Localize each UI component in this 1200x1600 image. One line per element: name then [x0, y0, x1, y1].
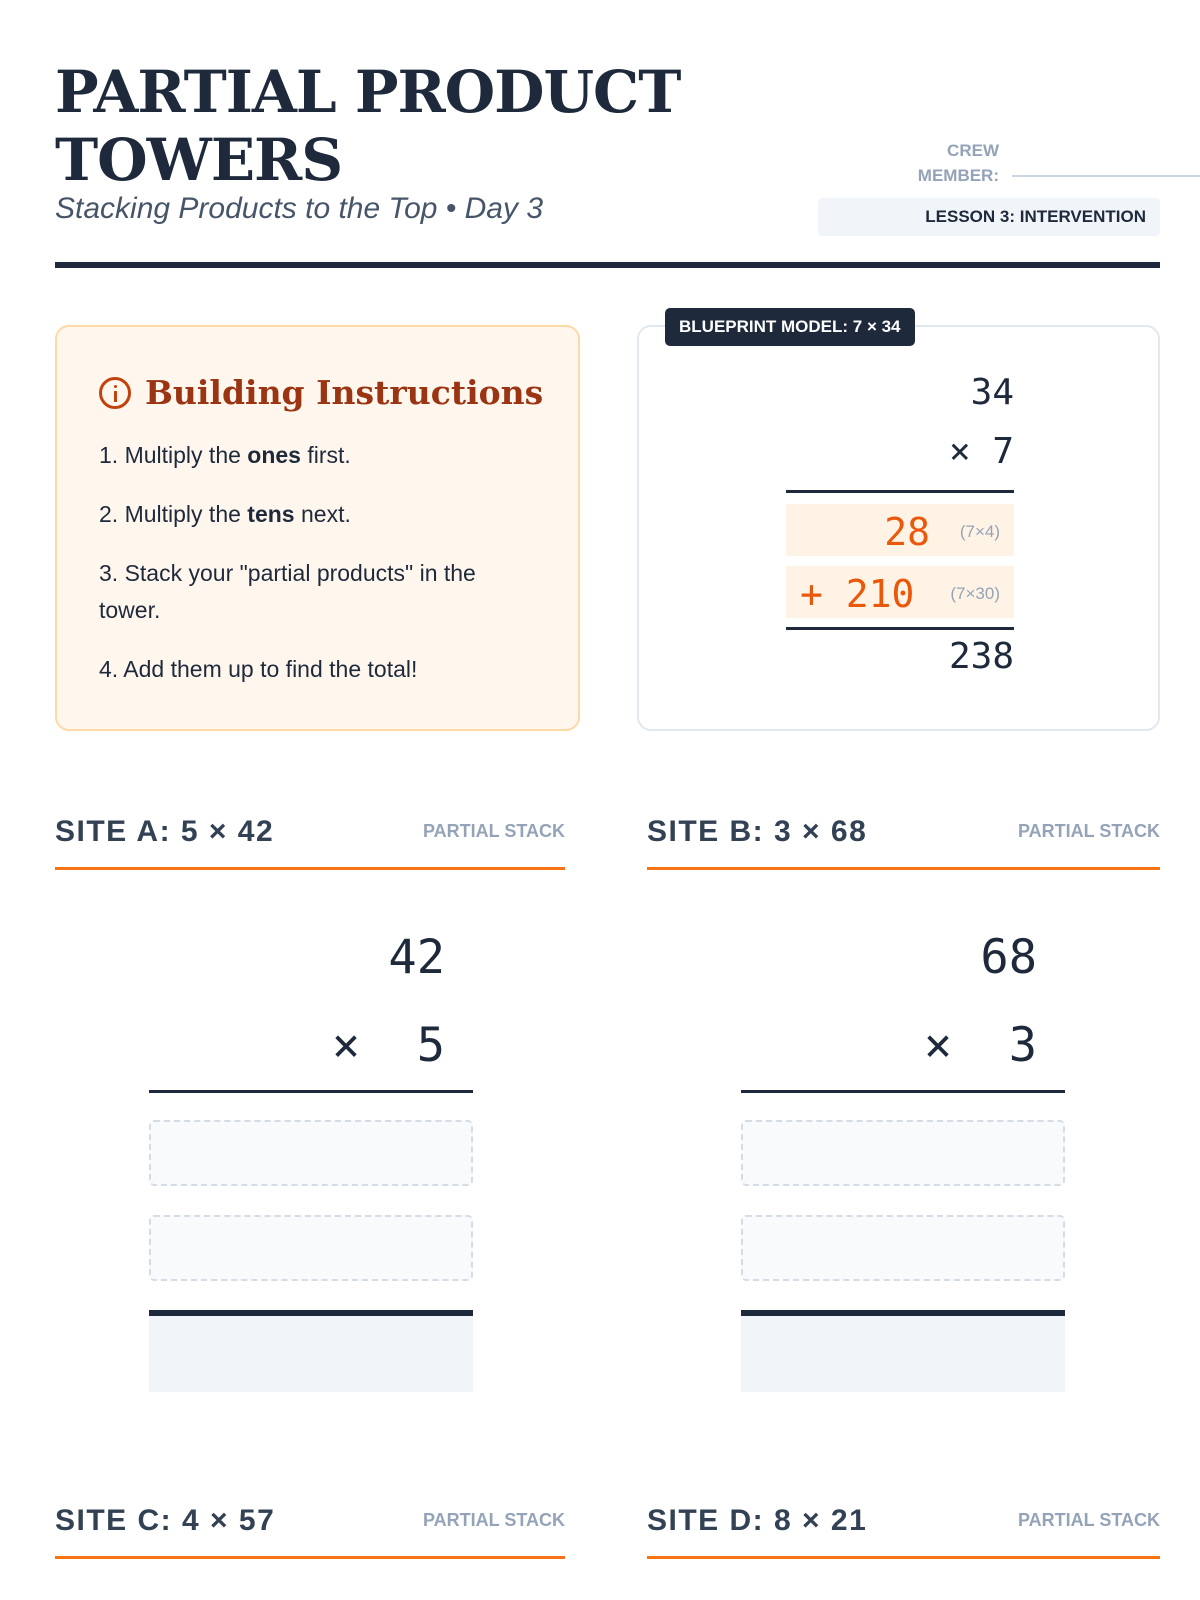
blueprint-partial-row: [786, 566, 1014, 618]
tower-top-number: 68: [980, 930, 1037, 985]
partial-stack-tag: PARTIAL STACK: [1018, 1510, 1160, 1530]
site-rule: [647, 1556, 1160, 1559]
page-subtitle: Stacking Products to the Top • Day 3: [55, 192, 543, 225]
site-rule: [647, 867, 1160, 870]
site-a-header: [55, 815, 565, 875]
site-b-tower: [741, 920, 1065, 1410]
worksheet-header: [55, 58, 1160, 270]
tower-multiplier: × 5: [331, 1018, 445, 1073]
site-c-header: [55, 1504, 565, 1564]
site-a-tower: [149, 920, 473, 1410]
site-title: SITE A: 5 × 42: [55, 815, 275, 848]
blueprint-rule: [786, 490, 1014, 493]
tower-total-input[interactable]: [149, 1316, 473, 1392]
site-title: SITE B: 3 × 68: [647, 815, 868, 848]
site-title: SITE C: 4 × 57: [55, 1504, 276, 1537]
instructions-panel: [55, 325, 580, 731]
partial-product-input[interactable]: [149, 1215, 473, 1281]
tower-total-input[interactable]: [741, 1316, 1065, 1392]
tower-rule: [149, 1090, 473, 1093]
tower-multiplier: × 3: [923, 1018, 1037, 1073]
instructions-header: [99, 373, 543, 412]
instruction-step: 2. Multiply the tens next.: [99, 501, 351, 527]
site-rule: [55, 1556, 565, 1559]
site-title: SITE D: 8 × 21: [647, 1504, 868, 1537]
blueprint-top-number: 34: [970, 372, 1014, 413]
crew-member-name-line[interactable]: [1012, 175, 1200, 177]
crew-member-label: CREW MEMBER:: [917, 141, 999, 185]
partial-product-input[interactable]: [149, 1120, 473, 1186]
partial-stack-tag: PARTIAL STACK: [423, 1510, 565, 1530]
partial-product-input[interactable]: [741, 1120, 1065, 1186]
blueprint-partial-value: + 210: [800, 572, 915, 616]
blueprint-partial-value: 28: [884, 510, 930, 554]
blueprint-partial-note: (7×30): [950, 584, 1000, 603]
instruction-step: 3. Stack your "partial products" in the tower.: [99, 560, 476, 623]
blueprint-partial-note: (7×4): [959, 522, 1000, 541]
site-rule: [55, 867, 565, 870]
partial-stack-tag: PARTIAL STACK: [423, 821, 565, 841]
blueprint-partial-row: [786, 504, 1014, 556]
blueprint-multiplier: × 7: [948, 431, 1014, 472]
tower-rule: [741, 1090, 1065, 1093]
instruction-step: 1. Multiply the ones first.: [99, 442, 351, 468]
partial-product-input[interactable]: [741, 1215, 1065, 1281]
instruction-step: 4. Add them up to find the total!: [99, 656, 418, 682]
site-d-header: [647, 1504, 1160, 1564]
info-icon: [99, 377, 131, 409]
blueprint-total: 238: [948, 636, 1014, 677]
instructions-steps: [99, 437, 539, 710]
page-title: PARTIAL PRODUCT TOWERS: [55, 58, 681, 194]
site-b-header: [647, 815, 1160, 875]
partial-stack-tag: PARTIAL STACK: [1018, 821, 1160, 841]
tower-top-number: 42: [388, 930, 445, 985]
crew-member-field: [875, 138, 1200, 186]
blueprint-badge: BLUEPRINT MODEL: 7 × 34: [665, 308, 915, 346]
blueprint-sum-rule: [786, 627, 1014, 630]
header-divider: [55, 262, 1160, 268]
lesson-badge: LESSON 3: INTERVENTION: [818, 198, 1160, 236]
instructions-title: Building Instructions: [145, 373, 544, 412]
